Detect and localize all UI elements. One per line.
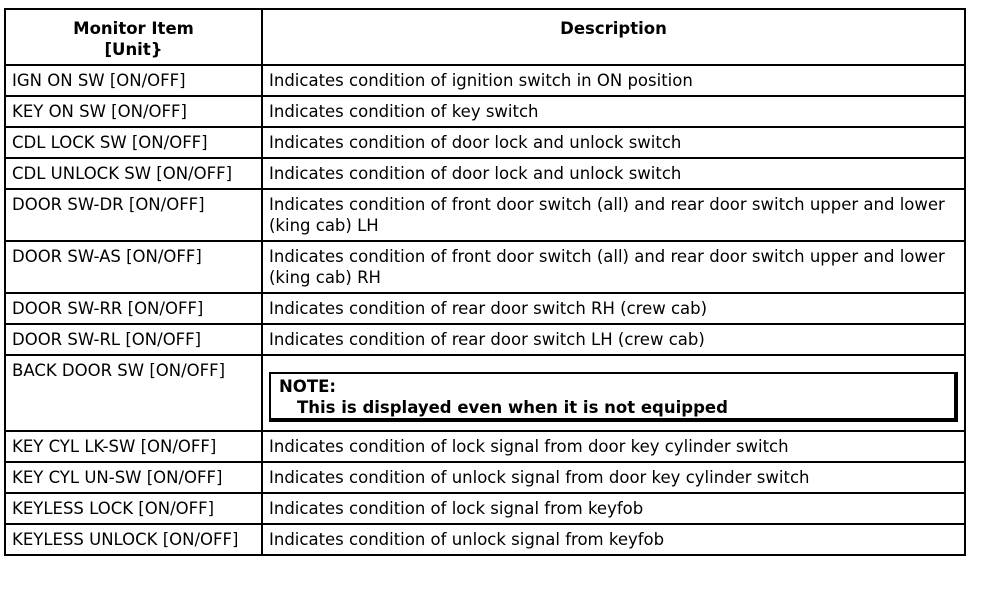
monitor-item-cell: KEY CYL LK-SW [ON/OFF] bbox=[5, 431, 262, 462]
description-cell: Indicates condition of front door switch (all) and rear door switch upper and lower (king cab) RH bbox=[262, 241, 965, 293]
header-monitor-item-line1: Monitor Item bbox=[73, 19, 194, 38]
header-description: Description bbox=[262, 9, 965, 65]
table-row bbox=[5, 65, 965, 96]
description-cell: Indicates condition of unlock signal from keyfob bbox=[262, 524, 965, 555]
table-row bbox=[5, 355, 965, 431]
table-row bbox=[5, 462, 965, 493]
monitor-item-cell: DOOR SW-RR [ON/OFF] bbox=[5, 293, 262, 324]
monitor-item-cell: KEY ON SW [ON/OFF] bbox=[5, 96, 262, 127]
description-cell: Indicates condition of lock signal from keyfob bbox=[262, 493, 965, 524]
note-box bbox=[269, 372, 958, 422]
monitor-item-cell: DOOR SW-RL [ON/OFF] bbox=[5, 324, 262, 355]
table-row bbox=[5, 431, 965, 462]
monitor-item-cell: DOOR SW-AS [ON/OFF] bbox=[5, 241, 262, 293]
description-cell: Indicates condition of door lock and unlock switch bbox=[262, 158, 965, 189]
description-cell: Indicates condition of ignition switch in ON position bbox=[262, 65, 965, 96]
table-row bbox=[5, 324, 965, 355]
description-cell: Indicates condition of key switch bbox=[262, 96, 965, 127]
description-cell: Indicates condition of rear door switch RH (crew cab) bbox=[262, 293, 965, 324]
description-cell: Indicates condition of lock signal from door key cylinder switch bbox=[262, 431, 965, 462]
monitor-item-cell: KEY CYL UN-SW [ON/OFF] bbox=[5, 462, 262, 493]
table-row bbox=[5, 96, 965, 127]
header-monitor-item bbox=[5, 9, 262, 65]
description-cell: Indicates condition of rear door switch LH (crew cab) bbox=[262, 324, 965, 355]
monitor-item-cell: DOOR SW-DR [ON/OFF] bbox=[5, 189, 262, 241]
monitor-item-cell: IGN ON SW [ON/OFF] bbox=[5, 65, 262, 96]
header-monitor-item-line2: [Unit} bbox=[104, 40, 163, 59]
table-row bbox=[5, 189, 965, 241]
table-row bbox=[5, 241, 965, 293]
description-cell: Indicates condition of unlock signal from door key cylinder switch bbox=[262, 462, 965, 493]
monitor-item-cell: CDL LOCK SW [ON/OFF] bbox=[5, 127, 262, 158]
note-text: This is displayed even when it is not equipped bbox=[297, 398, 728, 417]
table-row bbox=[5, 493, 965, 524]
monitor-item-cell: CDL UNLOCK SW [ON/OFF] bbox=[5, 158, 262, 189]
table-row bbox=[5, 158, 965, 189]
description-cell: Indicates condition of front door switch (all) and rear door switch upper and lower (king cab) LH bbox=[262, 189, 965, 241]
table-row bbox=[5, 127, 965, 158]
monitor-item-cell: KEYLESS UNLOCK [ON/OFF] bbox=[5, 524, 262, 555]
description-cell: Indicates condition of door lock and unlock switch bbox=[262, 127, 965, 158]
table-row bbox=[5, 524, 965, 555]
monitor-item-cell: BACK DOOR SW [ON/OFF] bbox=[5, 355, 262, 431]
monitor-item-table bbox=[4, 8, 966, 556]
table-header-row bbox=[5, 9, 965, 65]
table-row bbox=[5, 293, 965, 324]
note-label: NOTE: bbox=[279, 377, 336, 396]
description-cell bbox=[262, 355, 965, 431]
monitor-item-cell: KEYLESS LOCK [ON/OFF] bbox=[5, 493, 262, 524]
